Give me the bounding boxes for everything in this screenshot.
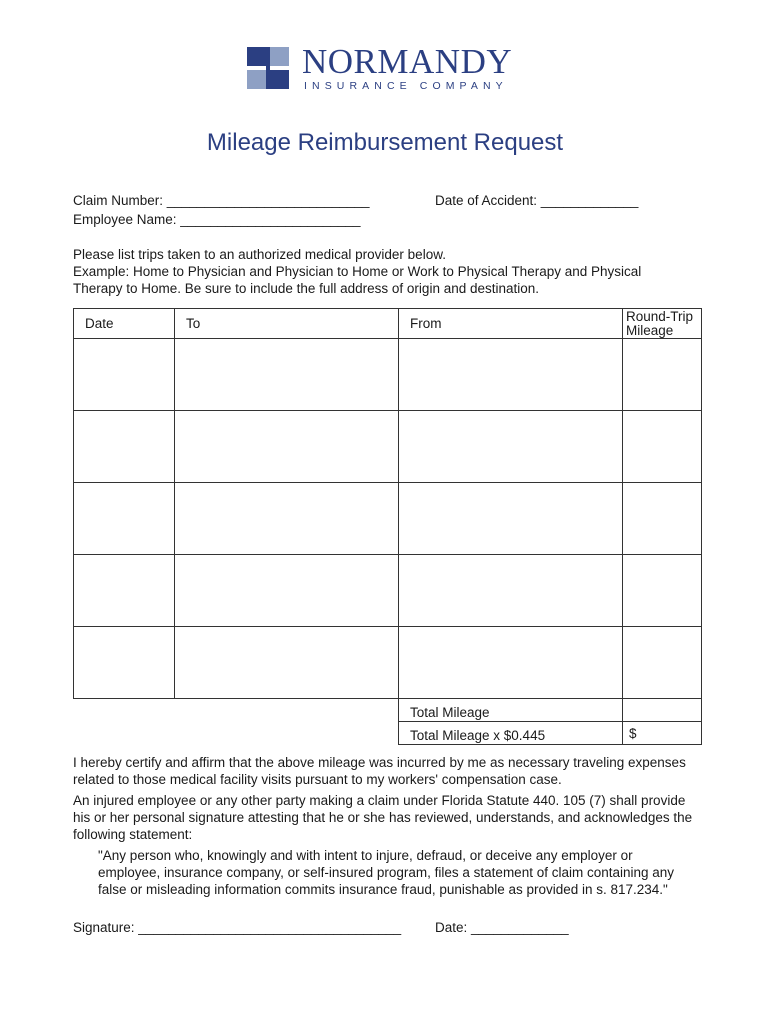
column-header-to: To: [175, 309, 399, 339]
column-header-round-trip-mileage: [623, 309, 702, 339]
signature-field[interactable]: Signature: ___________________________________: [73, 920, 402, 935]
table-row[interactable]: [74, 411, 702, 483]
total-rate-label: Total Mileage x $0.445: [399, 722, 623, 745]
company-name: NORMANDY: [302, 42, 513, 81]
column-header-line: Round-Trip: [626, 309, 694, 324]
certification-line: related to those medical facility visits pursuant to my workers' compensation case.: [73, 772, 562, 787]
to-cell[interactable]: [175, 411, 399, 483]
claim-number-field[interactable]: Claim Number: ___________________________: [73, 193, 370, 208]
instructions-line: Please list trips taken to an authorized medical provider below.: [73, 247, 446, 262]
table-row[interactable]: [74, 483, 702, 555]
date-cell[interactable]: [74, 483, 175, 555]
statute-line: his or her personal signature attesting that he or she has reviewed, understands, and acknowledges the: [73, 810, 693, 825]
signature-date-field[interactable]: Date: _____________: [435, 920, 569, 935]
total-amount-row: [74, 722, 702, 745]
table-row[interactable]: [74, 627, 702, 699]
certification-statement: [73, 754, 686, 788]
quote-line: employee, insurance company, or self-insured program, files a statement of claim containing any: [98, 865, 675, 880]
mileage-cell[interactable]: [623, 483, 702, 555]
statute-line: following statement:: [73, 827, 193, 842]
from-cell[interactable]: [399, 627, 623, 699]
date-cell[interactable]: [74, 411, 175, 483]
mileage-cell[interactable]: [623, 411, 702, 483]
from-cell[interactable]: [399, 411, 623, 483]
date-cell[interactable]: [74, 555, 175, 627]
trips-table: [73, 308, 702, 745]
fraud-quote: [98, 847, 674, 898]
page-title: Mileage Reimbursement Request: [206, 129, 564, 156]
column-header-from: From: [399, 309, 623, 339]
column-header-line: Mileage: [626, 323, 674, 338]
instructions: [73, 246, 641, 297]
employee-name-field[interactable]: Employee Name: ________________________: [73, 212, 361, 227]
date-of-accident-field[interactable]: Date of Accident: _____________: [435, 193, 639, 208]
statute-line: An injured employee or any other party making a claim under Florida Statute 440. 105 (7) shall provide: [73, 793, 686, 808]
company-subtitle: INSURANCE COMPANY: [304, 80, 508, 92]
normandy-logo-icon: [247, 47, 289, 89]
date-cell[interactable]: [74, 627, 175, 699]
to-cell[interactable]: [175, 339, 399, 411]
from-cell[interactable]: [399, 339, 623, 411]
mileage-cell[interactable]: [623, 339, 702, 411]
total-mileage-label: Total Mileage: [399, 699, 623, 722]
total-amount-value[interactable]: $: [623, 722, 702, 745]
to-cell[interactable]: [175, 483, 399, 555]
column-header-date: Date: [74, 309, 175, 339]
to-cell[interactable]: [175, 555, 399, 627]
to-cell[interactable]: [175, 627, 399, 699]
quote-line: false or misleading information commits insurance fraud, punishable as provided in s. 817.234.": [98, 882, 668, 897]
mileage-cell[interactable]: [623, 555, 702, 627]
table-header-row: [74, 309, 702, 339]
instructions-line: Therapy to Home. Be sure to include the full address of origin and destination.: [73, 281, 540, 296]
table-row[interactable]: [74, 339, 702, 411]
total-mileage-row: [74, 699, 702, 722]
mileage-cell[interactable]: [623, 627, 702, 699]
table-row[interactable]: [74, 555, 702, 627]
from-cell[interactable]: [399, 483, 623, 555]
total-mileage-value[interactable]: [623, 699, 702, 722]
from-cell[interactable]: [399, 555, 623, 627]
statute-statement: [73, 792, 692, 843]
instructions-line: Example: Home to Physician and Physician to Home or Work to Physical Therapy and Physical: [73, 264, 642, 279]
date-cell[interactable]: [74, 339, 175, 411]
certification-line: I hereby certify and affirm that the above mileage was incurred by me as necessary traveling expenses: [73, 755, 686, 770]
quote-line: "Any person who, knowingly and with intent to injure, defraud, or deceive any employer or: [98, 848, 633, 863]
